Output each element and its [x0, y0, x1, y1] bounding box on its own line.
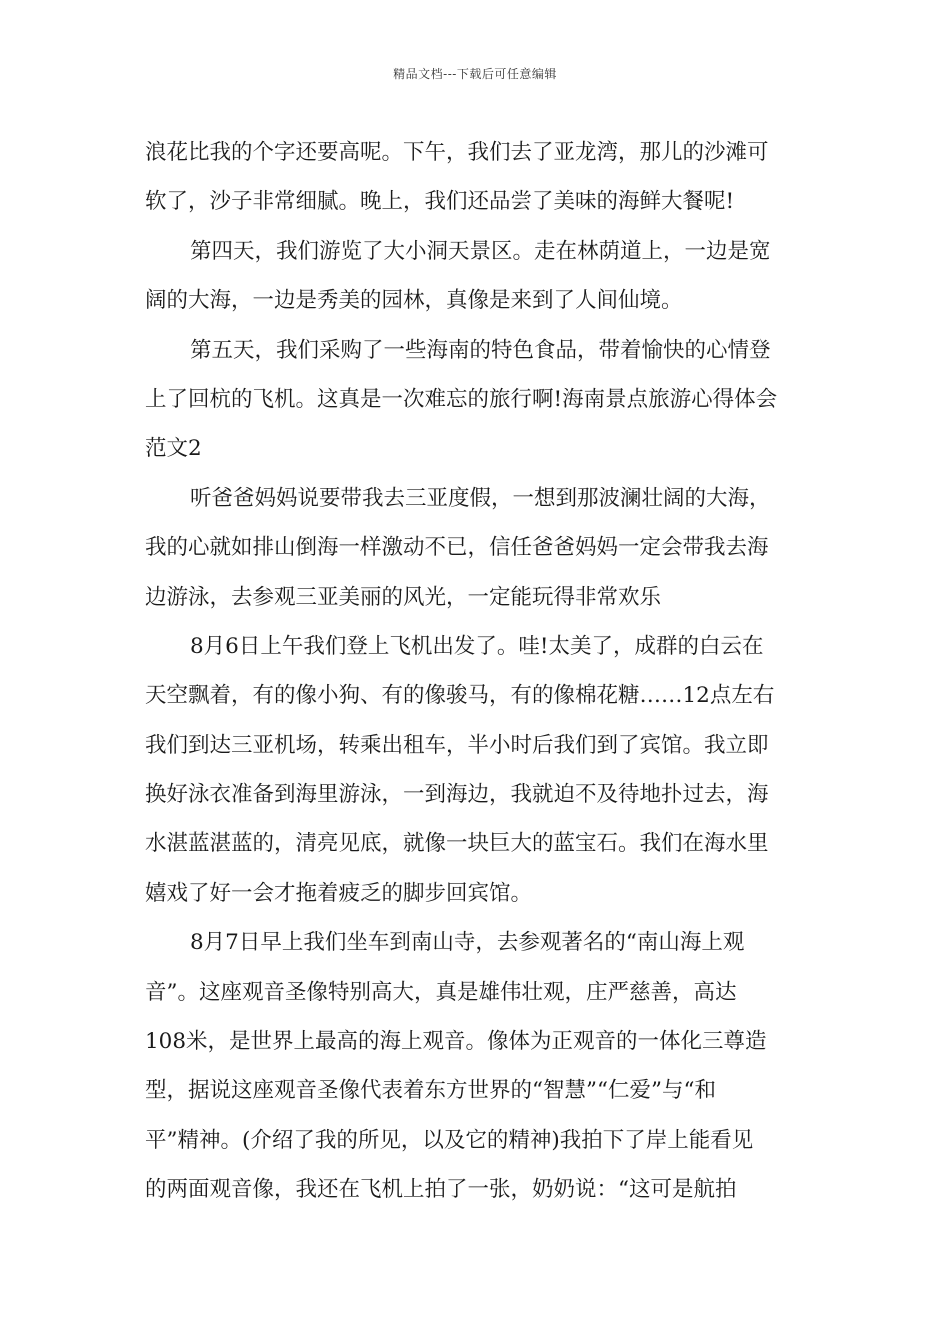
text-line: 第四天，我们游览了大小洞天景区。走在林荫道上，一边是宽 — [190, 238, 771, 264]
text-line: 平”精神。(介绍了我的所见，以及它的精神)我拍下了岸上能看见 — [145, 1127, 754, 1153]
text-line: 音”。这座观音圣像特别高大，真是雄伟壮观，庄严慈善，高达 — [145, 979, 737, 1005]
text-line: 嬉戏了好一会才拖着疲乏的脚步回宾馆。 — [145, 880, 533, 906]
text-line: 水湛蓝湛蓝的，清亮见底，就像一块巨大的蓝宝石。我们在海水里 — [145, 831, 769, 857]
text-line: 换好泳衣准备到海里游泳，一到海边，我就迫不及待地扑过去，海 — [145, 782, 769, 808]
text-line: 的两面观音像，我还在飞机上拍了一张，奶奶说：“这可是航拍 — [145, 1177, 737, 1203]
text-line: 8月6日上午我们登上飞机出发了。哇!太美了，成群的白云在 — [190, 633, 764, 659]
text-line: 天空飘着，有的像小狗、有的像骏马，有的像棉花糖……12点左右 — [145, 683, 775, 709]
text-line: 108米，是世界上最高的海上观音。像体为正观音的一体化三尊造 — [145, 1029, 767, 1055]
text-line: 我的心就如排山倒海一样激动不已，信任爸爸妈妈一定会带我去海 — [145, 535, 769, 561]
text-line: 浪花比我的个字还要高呢。下午，我们去了亚龙湾，那儿的沙滩可 — [145, 140, 769, 165]
body-text — [145, 128, 807, 1215]
text-line: 8月7日早上我们坐车到南山寺，去参观著名的“南山海上观 — [190, 930, 745, 956]
text-line: 我们到达三亚机场，转乘出租车，半小时后我们到了宾馆。我立即 — [145, 732, 769, 758]
page-header: 精品文档---下载后可任意编辑 — [393, 67, 557, 81]
text-line: 软了，沙子非常细腻。晚上，我们还品尝了美味的海鲜大餐呢! — [145, 189, 735, 215]
text-line: 阔的大海，一边是秀美的园林，真像是来到了人间仙境。 — [145, 288, 683, 314]
text-line: 型，据说这座观音圣像代表着东方世界的“智慧”“仁爱”与“和 — [145, 1078, 716, 1104]
text-line: 听爸爸妈妈说要带我去三亚度假，一想到那波澜壮阔的大海， — [190, 485, 771, 511]
text-line: 范文2 — [145, 436, 202, 462]
text-line: 上了回杭的飞机。这真是一次难忘的旅行啊!海南景点旅游心得体会 — [145, 386, 778, 412]
text-line: 边游泳，去参观三亚美丽的风光，一定能玩得非常欢乐 — [145, 584, 662, 610]
text-line: 第五天，我们采购了一些海南的特色食品，带着愉快的心情登 — [190, 337, 771, 363]
